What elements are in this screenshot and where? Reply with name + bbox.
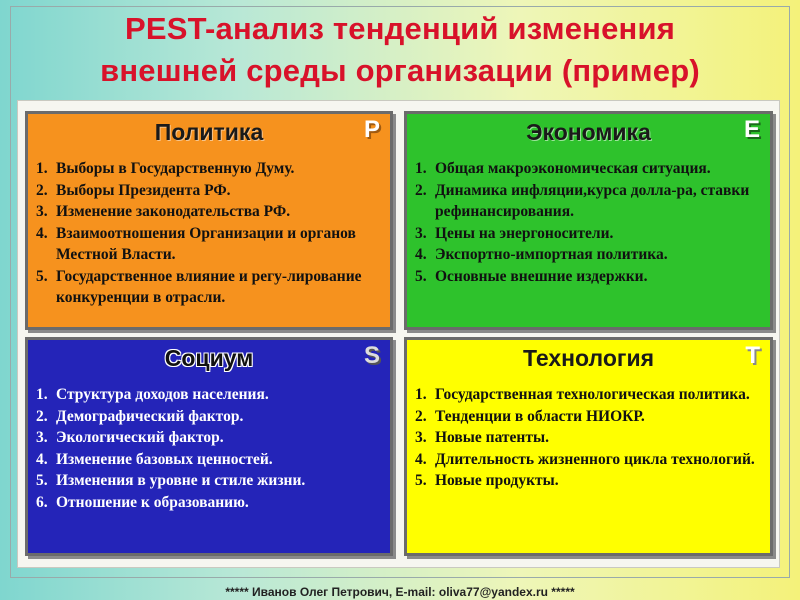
quadrant-technology: [404, 337, 773, 556]
list-item-number: 2.: [415, 407, 427, 425]
list-item-text: Тенденции в области НИОКР.: [435, 407, 645, 425]
list-item-text: Выборы Президента РФ.: [56, 181, 231, 199]
list-item-number: 5.: [415, 267, 427, 285]
politics-list: [36, 158, 382, 309]
list-item: [415, 427, 762, 449]
slide-title: [0, 8, 800, 92]
list-item-text: Государственная технологическая политика.: [435, 386, 750, 403]
list-item-number: 3.: [36, 203, 48, 220]
list-item-number: 1.: [36, 386, 48, 403]
list-item-text: Новые продукты.: [435, 472, 559, 489]
technology-list: [415, 384, 762, 492]
list-item-text: Изменение базовых ценностей.: [56, 450, 273, 468]
list-item-number: 5.: [36, 472, 48, 489]
list-item: [36, 406, 382, 428]
list-item-text: Государственное влияние и регу-лирование конкуренции в отрасли.: [56, 267, 362, 306]
list-item-number: 4.: [36, 450, 48, 468]
list-item: [415, 180, 762, 223]
list-item-number: 2.: [36, 407, 48, 425]
list-item-number: 3.: [415, 429, 427, 446]
list-item: [415, 384, 762, 406]
list-item-text: Экологический фактор.: [56, 429, 224, 446]
list-item-text: Основные внешние издержки.: [435, 267, 648, 285]
quadrant-heading-economy: Экономика: [526, 119, 651, 145]
list-item-number: 1.: [36, 160, 48, 177]
list-item: [36, 158, 382, 180]
footer-text: ***** Иванов Олег Петрович, E-mail: oliva77@yandex.ru *****: [225, 585, 575, 599]
list-item: [36, 266, 382, 309]
list-item: [415, 449, 762, 471]
list-item: [36, 223, 382, 266]
list-item: [415, 158, 762, 180]
list-item-number: 6.: [36, 493, 48, 511]
list-item-number: 4.: [415, 246, 427, 263]
quadrant-letter-e: E: [743, 116, 760, 143]
quadrant-letter-s: S: [363, 342, 380, 369]
quadrant-heading-technology: Технология: [522, 345, 655, 371]
list-item: [36, 492, 382, 514]
economy-list: [415, 158, 762, 287]
quadrant-heading-politics: Политика: [154, 119, 264, 145]
list-item-text: Отношение к образованию.: [56, 493, 249, 511]
quadrant-politics: [25, 111, 393, 330]
list-item-text: Динамика инфляции,курса долла-ра, ставки рефинансирования.: [435, 181, 750, 220]
list-item: [36, 449, 382, 471]
list-item: [36, 180, 382, 202]
list-item: [36, 470, 382, 492]
quadrant-economy: [404, 111, 773, 330]
list-item-text: Цены на энергоносители.: [435, 224, 614, 242]
list-item-text: Взаимоотношения Организации и органов Местной Власти.: [56, 224, 356, 263]
list-item-text: Длительность жизненного цикла технологий.: [435, 450, 755, 468]
list-item: [415, 223, 762, 245]
quadrant-letter-t: T: [745, 342, 760, 369]
list-item-number: 3.: [415, 224, 427, 242]
quadrant-letter-p: P: [363, 116, 380, 143]
list-item-text: Новые патенты.: [435, 429, 549, 446]
list-item: [36, 427, 382, 449]
list-item-number: 5.: [415, 472, 427, 489]
author-footer: [0, 578, 800, 600]
quadrant-society: [25, 337, 393, 556]
title-line-2: внешней среды организации (пример): [100, 53, 700, 88]
list-item: [36, 201, 382, 223]
list-item-number: 5.: [36, 267, 48, 285]
list-item-number: 2.: [36, 181, 48, 199]
list-item-text: Экспортно-импортная политика.: [435, 246, 668, 263]
list-item-text: Демографический фактор.: [56, 407, 244, 425]
list-item: [415, 406, 762, 428]
list-item: [415, 244, 762, 266]
list-item-text: Изменение законодательства РФ.: [56, 203, 291, 220]
list-item-number: 4.: [36, 224, 48, 242]
list-item-number: 3.: [36, 429, 48, 446]
list-item-text: Выборы в Государственную Думу.: [56, 160, 295, 177]
list-item-number: 1.: [415, 160, 427, 177]
list-item: [36, 384, 382, 406]
list-item-number: 1.: [415, 386, 427, 403]
title-line-1: PEST-анализ тенденций изменения: [124, 11, 676, 46]
list-item-number: 2.: [415, 181, 427, 199]
list-item-text: Общая макроэкономическая ситуация.: [435, 160, 711, 177]
list-item-number: 4.: [415, 450, 427, 468]
list-item: [415, 470, 762, 492]
list-item: [415, 266, 762, 288]
society-list: [36, 384, 382, 513]
list-item-text: Изменения в уровне и стиле жизни.: [56, 472, 306, 489]
list-item-text: Структура доходов населения.: [56, 386, 269, 403]
quadrant-heading-society: Социум: [164, 345, 254, 371]
